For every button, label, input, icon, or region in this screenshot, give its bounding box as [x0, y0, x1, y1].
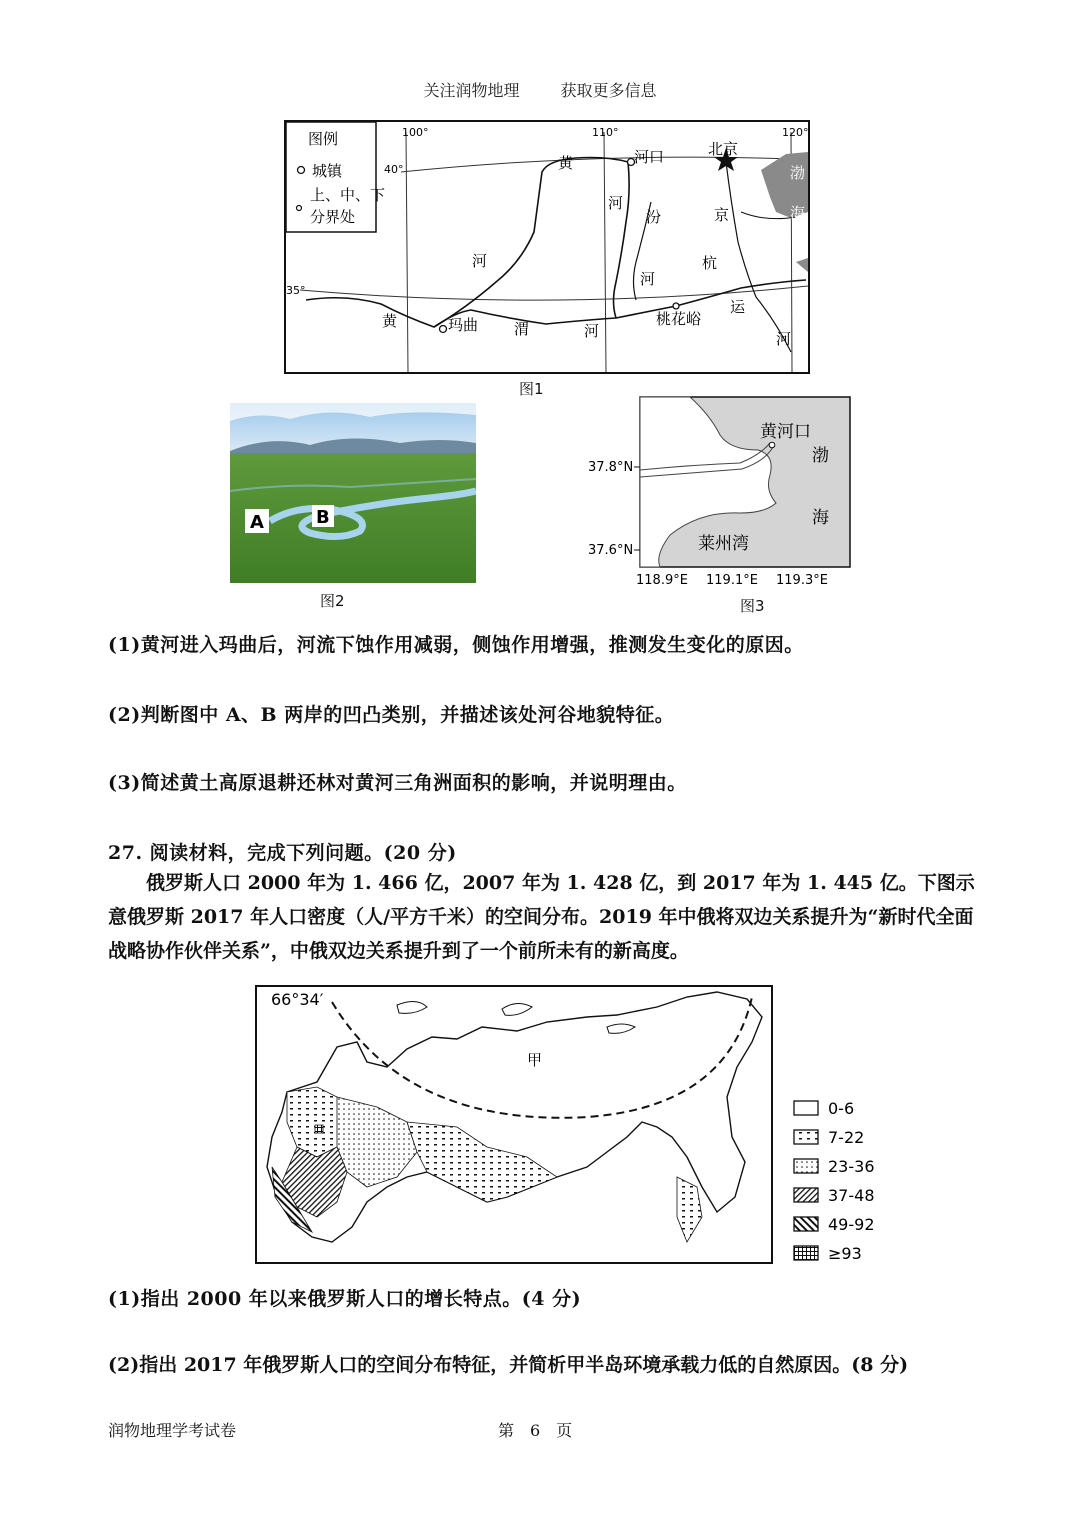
lon-119-3: 119.3°E	[776, 573, 828, 588]
lon-120: 120°	[782, 126, 808, 139]
figure-2-svg	[230, 403, 476, 583]
legend-label-37-48: 37-48	[828, 1186, 875, 1205]
figure-1-svg	[286, 122, 808, 372]
question-27-1: (1)指出 2000 年以来俄罗斯人口的增长特点。(4 分)	[108, 1288, 582, 1310]
novaya-zemlya	[397, 1001, 427, 1013]
lon-119-1: 119.1°E	[706, 573, 758, 588]
meridian-110	[604, 132, 606, 372]
lon-100: 100°	[402, 126, 429, 139]
label-a: A	[250, 512, 264, 533]
label-he-right: 河	[776, 330, 792, 348]
lat-40: 40°	[384, 163, 404, 176]
legend-division-1: 上、中、下	[310, 186, 386, 204]
question-26-3: (3)简述黄土高原退耕还林对黄河三角洲面积的影响，并说明理由。	[108, 772, 687, 794]
figure-3-delta-map	[580, 395, 860, 595]
density-93-plus	[315, 1125, 323, 1133]
lon-118-9: 118.9°E	[636, 573, 688, 588]
figure-3-caption: 图3	[740, 597, 765, 615]
sakhalin	[677, 1177, 702, 1242]
label-laizhouwan: 莱州湾	[698, 534, 749, 554]
lon-110: 110°	[592, 126, 619, 139]
label-yun: 运	[730, 298, 746, 316]
footer-left: 润物地理学考试卷	[108, 1421, 237, 1440]
legend-label-49-92: 49-92	[828, 1215, 875, 1234]
label-he-fen: 河	[640, 270, 656, 288]
label-b: B	[316, 507, 330, 528]
label-bo: 渤	[790, 164, 806, 182]
yellow-river-loop	[434, 158, 629, 328]
river-mouth-point	[769, 442, 775, 448]
legend-division-2: 分界处	[310, 208, 356, 226]
figure-1-caption: 图1	[519, 380, 544, 398]
legend-label-7-22: 7-22	[828, 1128, 865, 1147]
town-icon	[298, 167, 305, 174]
severnaya-zemlya	[502, 1003, 532, 1015]
label-he-bottom: 河	[584, 322, 600, 340]
page-header	[0, 78, 1080, 101]
sea-fragment	[796, 258, 808, 272]
label-jing: 京	[714, 206, 730, 224]
header-left: 关注润物地理	[423, 81, 520, 100]
legend-swatch-93-plus	[794, 1246, 818, 1260]
label-hai: 海	[790, 204, 806, 222]
label-hai-3: 海	[812, 508, 829, 528]
label-he-left: 河	[472, 252, 488, 270]
label-bo-3: 渤	[812, 446, 829, 466]
label-huang-bottom: 黄	[382, 312, 398, 330]
question-27-2: (2)指出 2017 年俄罗斯人口的空间分布特征，并简析甲半岛环境承载力低的自然原因。(8 分)	[108, 1354, 909, 1376]
footer-page-number: 第 6 页	[498, 1421, 573, 1440]
label-wei: 渭	[514, 320, 530, 338]
russia-map-svg	[257, 987, 771, 1262]
label-huang-top: 黄	[558, 154, 574, 172]
legend-swatch-49-92	[794, 1217, 818, 1231]
material-text: 俄罗斯人口 2000 年为 1. 466 亿，2007 年为 1. 428 亿，到 2017 年为 1. 445 亿。下图示意俄罗斯 2017 年人口密度（人/平方千米）的空间分布。2019 年中俄将双边关系提升为“新时代全面战略协作伙伴关系”，中俄双边关系提升到了一个前所未有的新高度。	[108, 872, 975, 962]
legend-label-0-6: 0-6	[828, 1099, 855, 1118]
question-27-title: 27. 阅读材料，完成下列问题。(20 分)	[108, 842, 457, 864]
peninsula-jia-label: 甲	[527, 1051, 543, 1069]
division-icon	[297, 206, 302, 211]
label-maqu: 玛曲	[448, 316, 479, 334]
lat-35: 35°	[286, 284, 306, 297]
label-hang: 杭	[702, 254, 718, 272]
lat-37-8: 37.8°N	[588, 460, 634, 475]
meridian-100	[406, 132, 408, 372]
legend-swatch-7-22	[794, 1130, 818, 1144]
label-taohuayu: 桃花峪	[656, 310, 702, 328]
figure-2-caption: 图2	[320, 592, 345, 610]
figure-3-svg	[580, 395, 860, 595]
legend-swatch-0-6	[794, 1101, 818, 1115]
taohuayu-town	[673, 303, 679, 309]
label-beijing: 北京	[708, 140, 739, 158]
label-hekou: 河口	[634, 148, 665, 166]
header-right: 获取更多信息	[560, 81, 657, 100]
question-26-2: (2)判断图中 A、B 两岸的凹凸类别，并描述该处河谷地貌特征。	[108, 704, 675, 726]
legend-swatch-23-36	[794, 1159, 818, 1173]
figure-1-yellow-river-map	[284, 120, 810, 374]
lat-37-6: 37.6°N	[588, 543, 634, 558]
label-fen: 汾	[646, 208, 662, 226]
legend-svg	[790, 1095, 910, 1265]
legend-label-93-plus: ≥93	[828, 1244, 862, 1263]
label-huanghekou: 黄河口	[760, 422, 811, 442]
russia-density-map	[255, 985, 773, 1264]
legend-swatch-37-48	[794, 1188, 818, 1202]
legend-title: 图例	[308, 130, 339, 148]
question-27-material	[108, 866, 978, 968]
arctic-circle-label: 66°34′	[271, 990, 324, 1009]
maqu-town	[440, 326, 447, 333]
label-he-mid: 河	[608, 194, 624, 212]
russia-map-legend	[790, 1095, 910, 1265]
question-26-1: (1)黄河进入玛曲后，河流下蚀作用减弱，侧蚀作用增强，推测发生变化的原因。	[108, 634, 804, 656]
legend-label-23-36: 23-36	[828, 1157, 875, 1176]
legend-town: 城镇	[312, 162, 343, 180]
figure-2-photo	[230, 403, 476, 583]
